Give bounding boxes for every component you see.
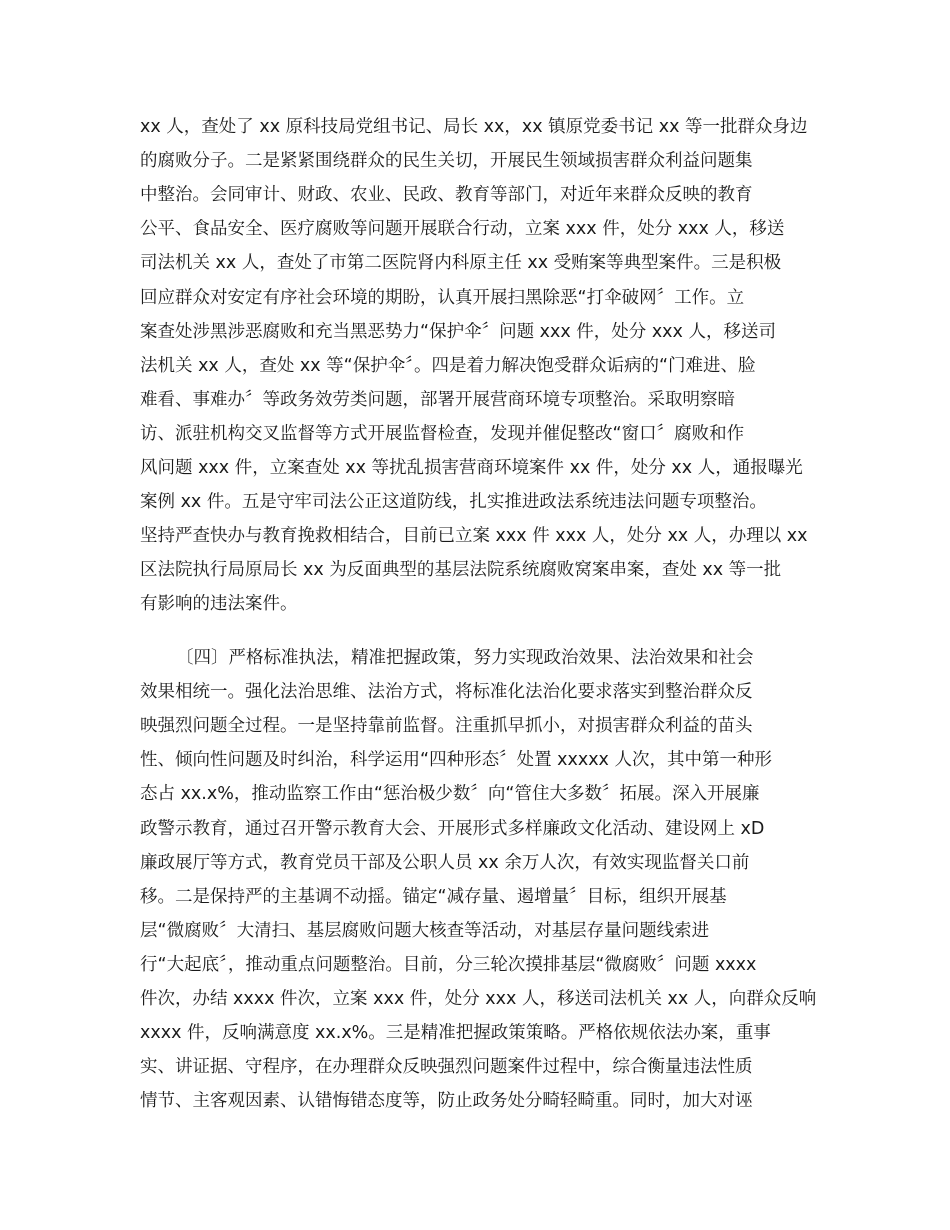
text-line: 实、讲证据、守程序，在办理群众反映强烈问题案件过程中，综合衡量违法性质 bbox=[140, 1057, 753, 1078]
text-line: 移。二是保持严的主基调不动摇。锚定“减存量、遏增量〞目标，组织开展基 bbox=[140, 886, 727, 907]
text-line: 情节、主客观因素、认错悔错态度等，防止政务处分畸轻畸重。同时，加大对诬 bbox=[140, 1091, 753, 1112]
text-line: 案例 xx 件。五是守牢司法公正这道防线，扎实推进政法系统违法问题专项整治。 bbox=[140, 492, 767, 513]
text-line: 公平、食品安全、医疗腐败等问题开展联合行动，立案 xxx 件，处分 xxx 人，移送 bbox=[140, 219, 785, 240]
text-line: 法机关 xx 人，查处 xx 等“保护伞〞。四是着力解决饱受群众诟病的“门难进、脸 bbox=[140, 355, 756, 376]
text-line: 中整治。会同审计、财政、农业、民政、教育等部门，对近年来群众反映的教育 bbox=[140, 185, 753, 206]
text-line: 政警示教育，通过召开警示教育大会、开展形式多样廉政文化活动、建设网上 xD bbox=[140, 818, 765, 839]
text-line: 件次，办结 xxxx 件次，立案 xxx 件，处分 xxx 人，移送司法机关 xx 人，向群众反响 bbox=[140, 989, 817, 1009]
text-line: 坚持严查快办与教育挽救相结合，目前已立案 xxx 件 xxx 人，处分 xx 人，办理以 xx bbox=[140, 526, 808, 547]
text-line: 态占 xx.x%，推动监察工作由“惩治极少数〞向“管住大多数〞拓展。深入开展廉 bbox=[140, 784, 760, 805]
text-line: 行“大起底〞，推动重点问题整治。目前，分三轮次摸排基层“微腐败〞问题 xxxx bbox=[140, 954, 757, 975]
text-line: 司法机关 xx 人，查处了市第二医院肾内科原主任 xx 受贿案等典型案件。三是积极 bbox=[140, 253, 782, 274]
text-line: xx 人，查处了 xx 原科技局党组书记、局长 xx，xx 镇原党委书记 xx 等一批群众身边 bbox=[140, 117, 808, 137]
text-line: 层“微腐败〞大清扫、基层腐败问题大核查等活动，对基层存量问题线索进 bbox=[140, 920, 710, 941]
text-line: 回应群众对安定有序社会环境的期盼，认真开展扫黑除恶“打伞破网〞工作。立 bbox=[140, 287, 745, 308]
text-line: xxxx 件，反响满意度 xx.x%。三是精准把握政策策略。严格依规依法办案，重事 bbox=[140, 1023, 771, 1044]
text-line: 廉政展厅等方式，教育党员干部及公职人员 xx 余万人次，有效实现监督关口前 bbox=[140, 852, 750, 873]
text-line: 效果相统一。强化法治思维、法治方式，将标准化法治化要求落实到整治群众反 bbox=[140, 682, 753, 703]
text-line: 映强烈问题全过程。一是坚持靠前监督。注重抓早抓小，对损害群众利益的苗头 bbox=[140, 716, 753, 737]
text-line: 风问题 xxx 件，立案查处 xx 等扰乱损害营商环境案件 xx 件，处分 xx 人，通报曝光 bbox=[140, 458, 803, 478]
text-line: 的腐败分子。二是紧紧围绕群众的民生关切，开展民生领域损害群众利益问题集 bbox=[140, 151, 753, 172]
text-line: 区法院执行局原局长 xx 为反面典型的基层法院系统腐败窝案串案，查处 xx 等一批 bbox=[140, 560, 782, 581]
text-line: 难看、事难办〞等政务效劳类问题，部署开展营商环境专项整治。采取明察暗 bbox=[140, 389, 735, 410]
text-line: 有影响的违法案件。 bbox=[140, 594, 298, 615]
text-line: 案查处涉黑涉恶腐败和充当黑恶势力“保护伞〞问题 xxx 件，处分 xxx 人，移送司 bbox=[140, 321, 776, 342]
text-line: 〔四〕严格标准执法，精准把握政策，努力实现政治效果、法治效果和社会 bbox=[176, 648, 754, 668]
text-line: 性、倾向性问题及时纠治，科学运用“四种形态〞处置 xxxxx 人次，其中第一种形 bbox=[140, 750, 772, 771]
text-line: 访、派驻机构交叉监督等方式开展监督检查，发现并催促整改“窗口〞腐败和作 bbox=[140, 423, 745, 444]
